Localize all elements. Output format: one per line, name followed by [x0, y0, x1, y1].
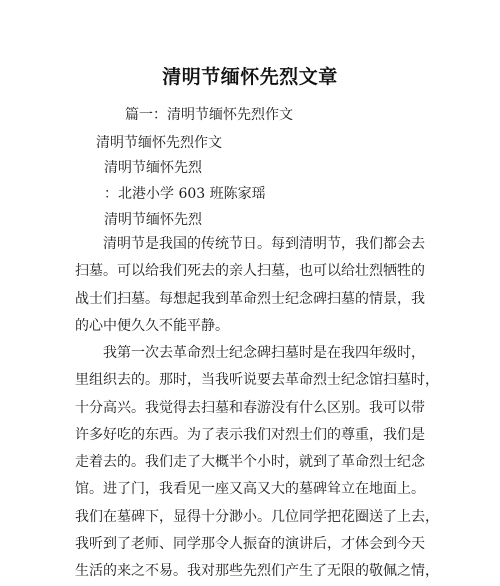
- paragraph-line: 生活的来之不易。我对那些先烈们产生了无限的敬佩之情，: [75, 563, 439, 580]
- author-line: ：北港小学 603 班陈家瑶: [104, 186, 266, 202]
- sub-title: 清明节缅怀先烈: [104, 160, 202, 176]
- paragraph-line: 里组织去的。那时，当我听说要去革命烈士纪念馆扫墓时，: [75, 372, 439, 389]
- paragraph-line: 战士们扫墓。每想起我到革命烈士纪念碑扫墓的情景，我: [75, 290, 425, 307]
- paragraph-1: [75, 231, 425, 340]
- paragraph-2: [75, 340, 439, 586]
- paragraph-line: 扫墓。可以给我们死去的亲人扫墓，也可以给壮烈牺牲的: [75, 263, 425, 280]
- paragraph-line: 许多好吃的东西。为了表示我们对烈士们的尊重，我们是: [75, 426, 425, 443]
- paragraph-line: 的心中便久久不能平静。: [75, 317, 229, 334]
- paragraph-line: 十分高兴。我觉得去扫墓和春游没有什么区别。我可以带: [75, 399, 425, 416]
- paragraph-line: 走着去的。我们走了大概半个小时，就到了革命烈士纪念: [75, 454, 425, 471]
- document-title: 清明节缅怀先烈文章: [162, 66, 338, 88]
- paragraph-line: 我们在墓碑下，显得十分渺小。几位同学把花圈送了上去，: [75, 508, 439, 525]
- paragraph-line: 清明节是我国的传统节日。每到清明节，我们都会去: [75, 236, 425, 252]
- paragraph-line: 我第一次去革命烈士纪念碑扫墓时是在我四年级时，: [75, 345, 425, 361]
- essay-title: 清明节缅怀先烈作文: [96, 135, 222, 151]
- sub-title-2: 清明节缅怀先烈: [104, 212, 202, 228]
- subheading: 篇一：清明节缅怀先烈作文: [125, 107, 293, 123]
- paragraph-line: 我听到了老师、同学那令人振奋的演讲后，才体会到今天: [75, 536, 425, 553]
- paragraph-line: 馆。进了门，我看见一座又高又大的墓碑耸立在地面上。: [75, 481, 425, 498]
